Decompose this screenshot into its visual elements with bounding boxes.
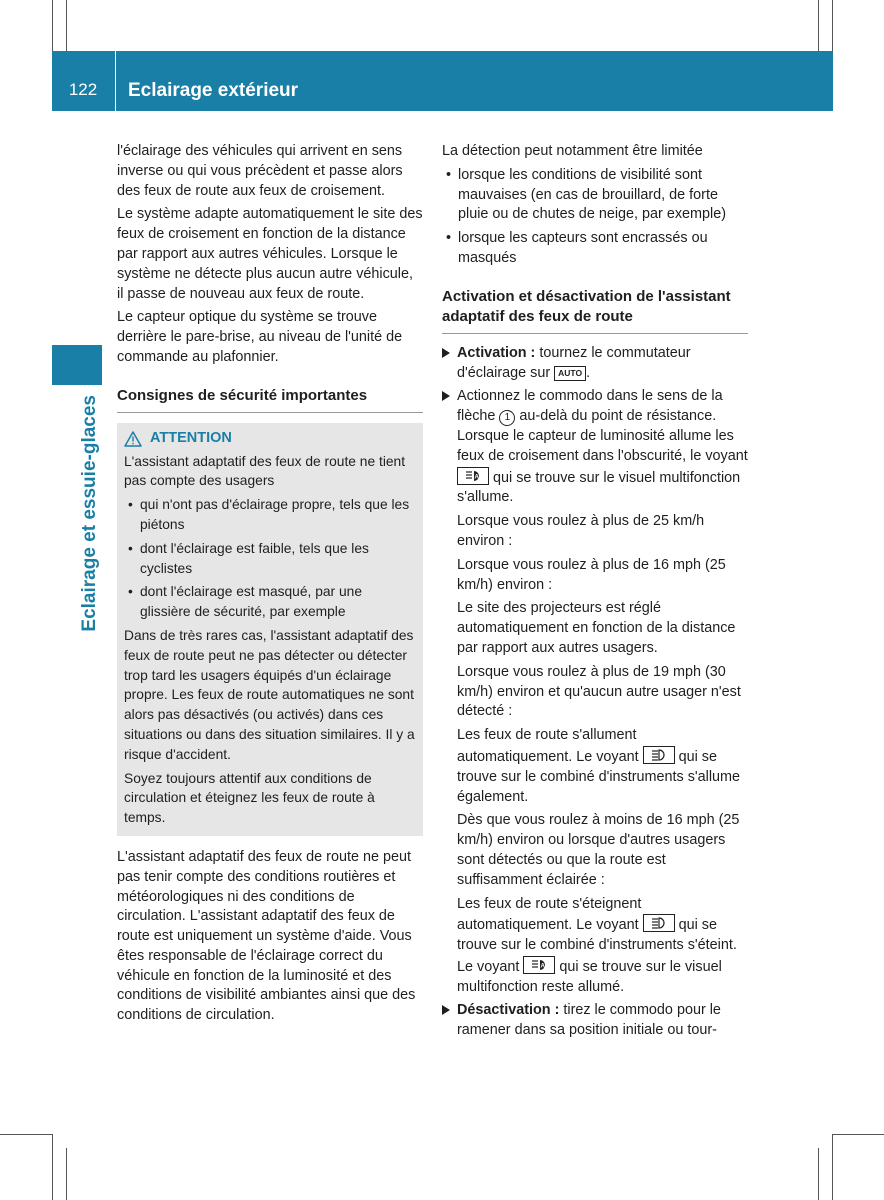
crop-mark — [52, 1134, 53, 1200]
paragraph: Lorsque vous roulez à plus de 19 mph (30 km/h) environ et qu'aucun autre usager n'est détecté : — [457, 663, 741, 720]
crop-mark — [52, 0, 53, 51]
crop-mark — [66, 1148, 67, 1200]
svg-text:A: A — [540, 963, 546, 970]
list-item: • qui n'ont pas d'éclairage propre, tels que les piétons — [124, 495, 416, 535]
auto-switch-icon: AUTO — [554, 366, 586, 381]
paragraph: l'éclairage des véhicules qui arrivent en sens inverse ou qui vous précèdent et passe alors des feux de route aux feux de croisement. — [117, 143, 403, 199]
paragraph: Les feux de route s'allument automatiquement. Le voyant qui se trouve sur le combiné d'instruments s'allume également. — [457, 727, 741, 805]
section-heading: Activation et désactivation de l'assistant adaptatif des feux de route — [442, 287, 748, 334]
warning-header — [124, 429, 416, 449]
adaptive-high-beam-indicator-icon — [457, 467, 489, 485]
crop-mark — [832, 0, 833, 51]
crop-mark — [0, 1134, 52, 1135]
step-label: Activation : — [457, 344, 536, 361]
step-arrow-icon — [442, 348, 450, 358]
warning-triangle-icon — [124, 431, 142, 447]
warning-box — [117, 423, 423, 836]
page-title: Eclairage extérieur — [128, 80, 299, 101]
paragraph: Lorsque vous roulez à plus de 25 km/h environ : — [457, 513, 705, 549]
svg-text:A: A — [474, 474, 479, 481]
list-item: • lorsque les capteurs sont encrassés ou masqués — [442, 229, 748, 269]
adaptive-high-beam-indicator-icon — [523, 956, 555, 974]
list-item: • lorsque les conditions de visibilité sont mauvaises (en cas de brouillard, de forte pluie ou de chutes de neige, par exemple) — [442, 166, 748, 225]
crop-mark — [818, 1148, 819, 1200]
high-beam-indicator-icon — [643, 914, 675, 932]
left-column — [117, 142, 423, 1030]
section-heading: Consignes de sécurité importantes — [117, 386, 423, 413]
list-item: • dont l'éclairage est faible, tels que les cyclistes — [124, 539, 416, 579]
callout-number-icon: 1 — [499, 410, 515, 426]
paragraph: Le capteur optique du système se trouve derrière le pare-brise, au niveau de l'unité de commande au plafonnier. — [117, 309, 403, 365]
paragraph: Le système adapte automatiquement le site des feux de croisement en fonction de la distance par rapport aux autres véhicules. Lorsque le système ne détecte plus aucun autre véhicule, il passe de nouveau aux feux de route. — [117, 206, 423, 302]
side-tab — [52, 345, 102, 385]
paragraph: Lorsque vous roulez à plus de 16 mph (25 km/h) environ : — [457, 556, 726, 593]
crop-mark — [818, 0, 819, 51]
step-arrow-icon — [442, 391, 450, 401]
warning-paragraph: Soyez toujours attentif aux conditions de circulation et éteignez les feux de route à temps. — [124, 770, 375, 826]
warning-list — [124, 495, 416, 622]
warning-title: ATTENTION — [150, 429, 232, 446]
crop-mark — [832, 1134, 833, 1200]
list-item: • dont l'éclairage est masqué, par une glissière de sécurité, par exemple — [124, 582, 416, 622]
crop-mark — [66, 0, 67, 51]
paragraph: Les feux de route s'éteignent automatiquement. Le voyant qui se trouve sur le combiné d'instruments s'éteint. Le voyant A qui se trouve sur le visuel multifonction reste allumé. — [457, 895, 737, 995]
step-actuate: Actionnez le commodo dans le sens de la flèche 1 au-delà du point de résistance. Lorsque le capteur de luminosité allume les feux de croisement dans l'obscurité, le voyant A qui se trouve sur le visuel multifonction s'allume. — [442, 387, 748, 508]
warning-intro: L'assistant adaptatif des feux de route ne tient pas compte des usagers — [124, 453, 406, 489]
right-column — [442, 142, 748, 1045]
paragraph: Dès que vous roulez à moins de 16 mph (25 km/h) environ ou lorsque d'autres usagers sont détectés ou que la route est suffisamment éclairée : — [457, 812, 740, 888]
paragraph: La détection peut notamment être limitée — [442, 143, 703, 159]
paragraph: L'assistant adaptatif des feux de route ne peut pas tenir compte des conditions routières et météorologiques ni des conditions de circulation. L'assistant adaptatif des feux de route est uniquement un système d'aide. Vous êtes responsable de l'éclairage correct du véhicule en fonction de la luminosité et des conditions de visibilité ambiantes ainsi que des conditions de circulation. — [117, 848, 416, 1024]
step-deactivation: Désactivation : tirez le commodo pour le ramener dans sa position initiale ou tour- — [442, 1001, 748, 1041]
high-beam-indicator-icon — [643, 746, 675, 764]
warning-paragraph: Dans de très rares cas, l'assistant adaptatif des feux de route peut ne pas détecter ou détecter trop tard les usagers équipés d'un éclairage propre. Les feux de route automatiques ne sont alors pas désactivés (ou activés) dans ces situations ou dans des situation similaires. Il y a risque d'accident. — [124, 627, 415, 762]
step-activation: Activation : tournez le commutateur d'éclairage sur AUTO . — [442, 344, 748, 384]
step-label: Désactivation : — [457, 1002, 560, 1019]
limit-list — [442, 166, 748, 269]
paragraph: Le site des projecteurs est réglé automatiquement en fonction de la distance par rapport aux autres usagers. — [457, 600, 736, 656]
section-side-title: Eclairage et essuie-glaces — [79, 395, 100, 632]
page-number: 122 — [68, 80, 98, 99]
header-divider — [115, 51, 116, 111]
step-arrow-icon — [442, 1005, 450, 1015]
crop-mark — [832, 1134, 884, 1135]
